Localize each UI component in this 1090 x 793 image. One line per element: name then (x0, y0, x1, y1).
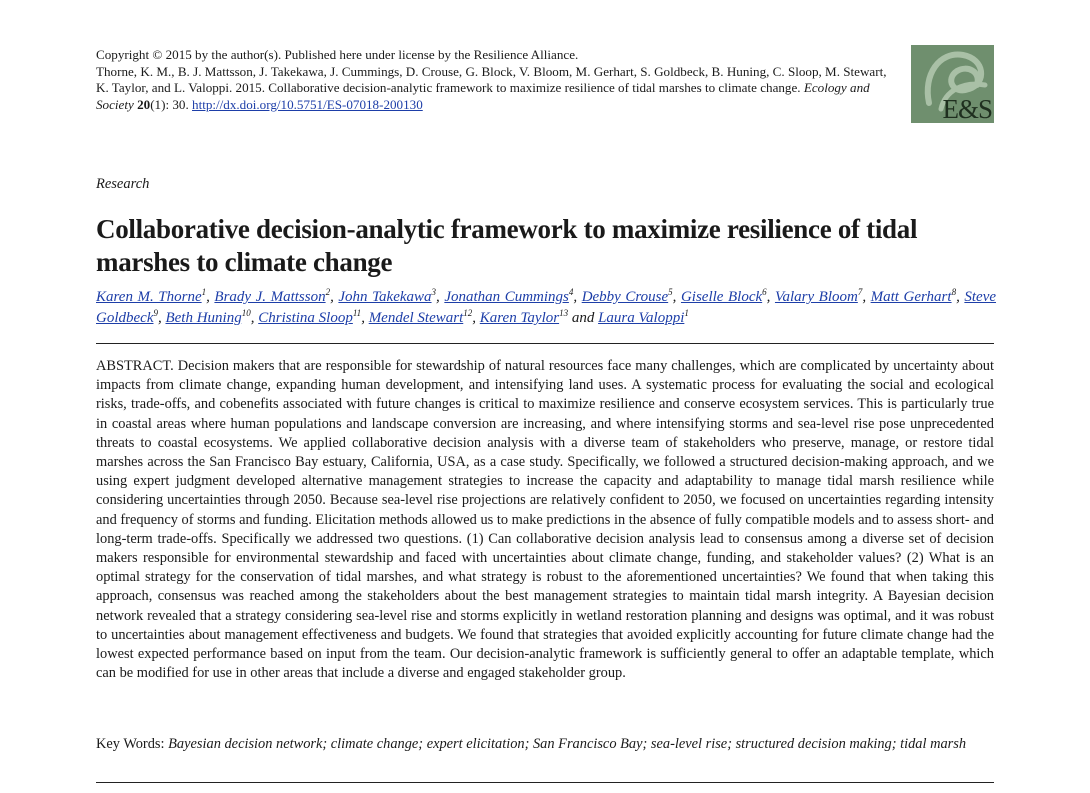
author-link[interactable]: Steve Goldbeck (96, 289, 997, 326)
author-link[interactable]: Jonathan Cummings (444, 289, 569, 305)
author-link[interactable]: Laura Valoppi (598, 310, 685, 326)
author-link[interactable]: Giselle Block (680, 289, 763, 305)
author-affiliation-number: 13 (559, 308, 569, 318)
author-affiliation-number: 3 (431, 287, 437, 297)
authors-and: and (571, 310, 595, 326)
abstract: ABSTRACT. Decision makers that are responsible for stewardship of natural resources face many challenges, which are complicated by uncertainty about impacts from climate change, expanding human development, and intensifying land uses. A systematic process for evaluating the social and ecological risks, trade-offs, and cobenefits associated with future changes is critical to maximize resilience and conserve ecosystem services. This is particularly true in coastal areas where human populations and landscape conversion are increasing, and where intensifying storms and sea-level rise pose unprecedented threats to coastal ecosystems. We applied collaborative decision analysis with a diverse team of stakeholders who preserve, manage, or restore tidal marshes across the San Francisco Bay estuary, California, USA, as a case study. Specifically, we followed a structured decision-making approach, and we using expert judgment developed alternative management strategies to increase the capacity and adaptability to manage tidal marsh resilience while considering uncertainties through 2050. Because sea-level rise projections are relatively confident to 2050, we focused on uncertainties regarding intensity and frequency of storms and funding. Elicitation methods allowed us to make predictions in the absence of fully compatible models and to assess short- and long-term trade-offs. Specifically we addressed two questions. (1) Can collaborative decision analysis lead to consensus among a diverse set of decision makers responsible for environmental stewardship and faced with uncertainties about climate change, funding, and stakeholder values? (2) What is an optimal strategy for the conservation of tidal marshes, and what strategy is robust to the aforementioned uncertainties? We found that when taking this approach, consensus was reached among the stakeholders about the best management strategies to maintain tidal marsh integrity. A Bayesian decision network revealed that a strategy considering sea-level rise and storms explicitly in wetland restoration planning and designs was optimal, and it was robust to uncertainties about management effectiveness and budgets. We found that strategies that avoided explicitly accounting for future climate change had the lowest expected performance based on input from the team. Our decision-analytic framework is sufficiently general to offer an adaptable template, which can be modified for use in other areas that include a diverse and engaged stakeholder group. (96, 358, 995, 682)
journal-issue: (1): 30. (150, 96, 189, 112)
journal-name: Ecology and Society (96, 80, 870, 112)
keywords-label: Key Words: (96, 736, 165, 752)
doi-link[interactable]: http://dx.doi.org/10.5751/ES-07018-200130 (192, 96, 423, 112)
author-affiliation-number: 10 (241, 308, 251, 318)
author-link[interactable]: Valary Bloom (774, 289, 858, 305)
author-link[interactable]: Karen M. Thorne (96, 289, 202, 305)
top-divider (96, 343, 994, 344)
journal-volume: 20 (137, 96, 151, 112)
author-affiliation-number: 5 (668, 287, 673, 297)
author-affiliation-number: 2 (325, 287, 331, 297)
bottom-divider (96, 782, 994, 783)
section-label: Research (96, 176, 150, 192)
author-link[interactable]: John Takekawa (338, 289, 432, 305)
author-link[interactable]: Mendel Stewart (368, 310, 464, 326)
author-link[interactable]: Karen Taylor (479, 310, 560, 326)
author-affiliation-number: 12 (463, 308, 473, 318)
author-list: Karen M. Thorne$^1$, Brady J. Mattsson$^2$, John Takekawa$^3$, Jonathan Cummings$^4$, Debby Crouse$^5$, Giselle Block$^6$, Valary Bloom$^7$, Matt Gerhart$^8$, Steve Goldbeck$^9$, Beth Huning$^{10}$, Christina Sloop$^{11}$, Mendel Stewart$^{12}$, Karen Taylor$^{13}$ and Laura Valoppi$^1$ (96, 287, 997, 326)
journal-logo (911, 45, 994, 123)
author-affiliation-number: 6 (762, 287, 767, 297)
citation-block (96, 47, 896, 113)
logo-text: E&S (942, 94, 992, 123)
author-affiliation-number: 8 (951, 287, 957, 297)
article-title: Collaborative decision-analytic framework to maximize resilience of tidal marshes to climate change (96, 214, 918, 277)
author-affiliation-number: 7 (857, 287, 863, 297)
author-link[interactable]: Brady J. Mattsson (214, 289, 326, 305)
author-affiliation-number: 1 (684, 308, 689, 318)
author-link[interactable]: Beth Huning (165, 310, 242, 326)
citation-authors: Thorne, K. M., B. J. Mattsson, J. Takekawa, J. Cummings, D. Crouse, G. Block, V. Bloom, M. Gerhart, S. Goldbeck, B. Huning, C. Sloop, M. Stewart, K. Taylor, and L. Valoppi. 2015. Collaborative decision-analytic framework to maximize resilience of tidal marshes to climate change. (96, 63, 887, 95)
author-affiliation-number: 1 (201, 287, 207, 297)
author-affiliation-number: 4 (568, 287, 574, 297)
author-link[interactable]: Debby Crouse (581, 289, 669, 305)
author-affiliation-number: 9 (153, 308, 158, 318)
copyright-line: Copyright © 2015 by the author(s). Published here under license by the Resilience Alliance. (96, 47, 579, 62)
author-link[interactable]: Matt Gerhart (870, 289, 952, 305)
author-affiliation-number: 11 (352, 308, 362, 318)
keywords-list: Bayesian decision network; climate change; expert elicitation; San Francisco Bay; sea-level rise; structured decision making; tidal marsh (168, 736, 967, 752)
author-link[interactable]: Christina Sloop (258, 310, 353, 326)
keywords (96, 735, 994, 754)
